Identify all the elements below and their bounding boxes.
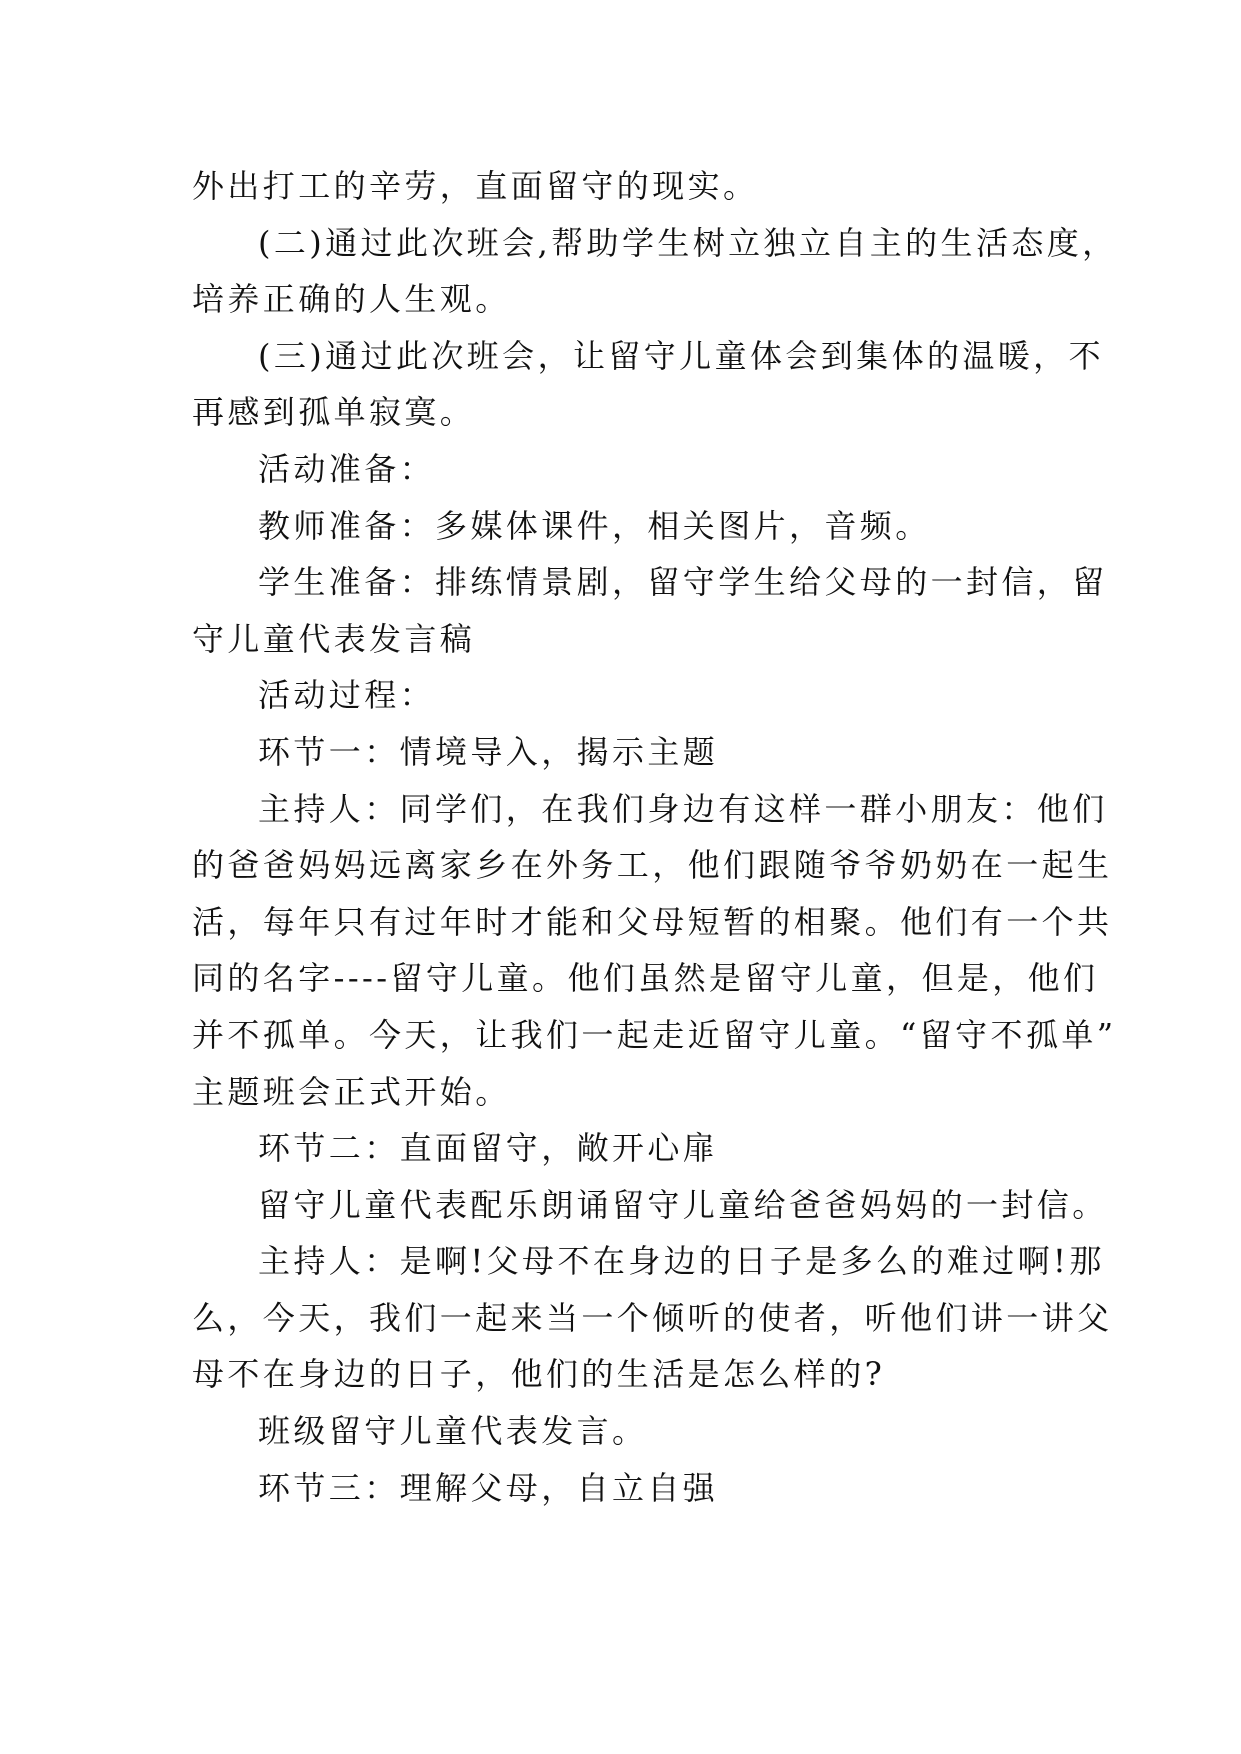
text-line: 母不在身边的日子，他们的生活是怎么样的? <box>192 1355 886 1394</box>
text-line: (三)通过此次班会，让留守儿童体会到集体的温暖，不 <box>258 336 1104 375</box>
text-line: 守儿童代表发言稿 <box>192 619 476 658</box>
text-line: 同的名字----留守儿童。他们虽然是留守儿童，但是，他们 <box>192 959 1099 998</box>
section-heading: 活动过程： <box>258 676 436 715</box>
section-heading: 环节一：情境导入，揭示主题 <box>258 732 719 771</box>
text-line: 么，今天，我们一起来当一个倾听的使者，听他们讲一讲父 <box>192 1298 1113 1337</box>
text-line: 主题班会正式开始。 <box>192 1072 511 1111</box>
text-line: 再感到孤单寂寞。 <box>192 393 476 432</box>
text-line: 教师准备：多媒体课件，相关图片，音频。 <box>258 506 931 545</box>
text-line: 班级留守儿童代表发言。 <box>258 1412 648 1451</box>
text-line: (二)通过此次班会,帮助学生树立独立自主的生活态度， <box>258 223 1118 262</box>
text-line: 的爸爸妈妈远离家乡在外务工，他们跟随爷爷奶奶在一起生 <box>192 846 1113 885</box>
text-line: 学生准备：排练情景剧，留守学生给父母的一封信，留 <box>258 563 1108 602</box>
section-heading: 环节二：直面留守，敞开心扉 <box>258 1129 719 1168</box>
text-line: 外出打工的辛劳，直面留守的现实。 <box>192 167 759 205</box>
text-line: 培养正确的人生观。 <box>192 280 511 319</box>
text-line: 主持人：是啊!父母不在身边的日子是多么的难过啊!那 <box>258 1242 1105 1281</box>
text-line: 主持人：同学们，在我们身边有这样一群小朋友：他们 <box>258 789 1108 828</box>
document-body <box>192 158 1118 1516</box>
section-heading: 活动准备： <box>258 449 436 488</box>
text-line: 并不孤单。今天，让我们一起走近留守儿童。“留守不孤单” <box>192 1015 1117 1054</box>
text-line: 活，每年只有过年时才能和父母短暂的相聚。他们有一个共 <box>192 902 1113 941</box>
text-line: 留守儿童代表配乐朗诵留守儿童给爸爸妈妈的一封信。 <box>258 1185 1108 1224</box>
section-heading: 环节三：理解父母，自立自强 <box>258 1468 719 1507</box>
